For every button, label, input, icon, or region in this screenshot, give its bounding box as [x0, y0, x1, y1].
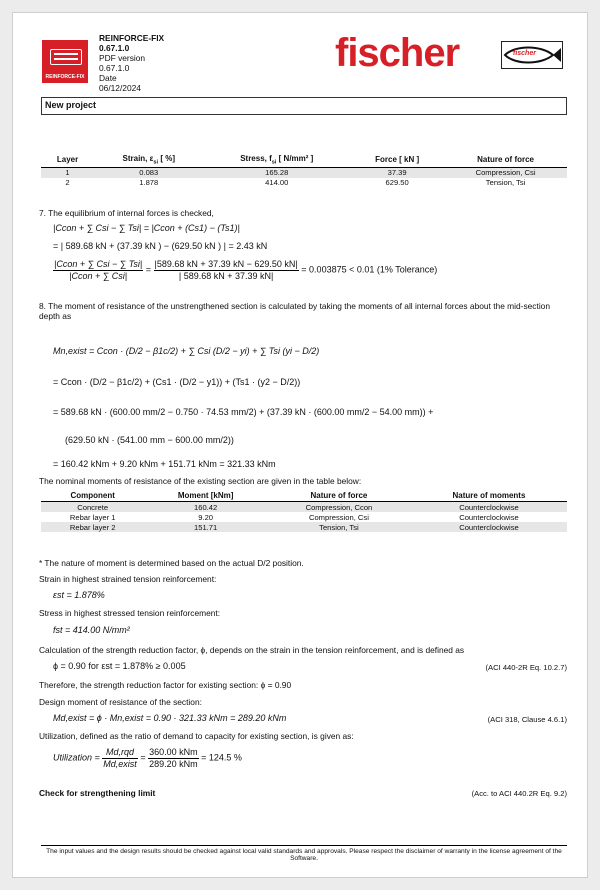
app-name: REINFORCE-FIX: [99, 33, 165, 43]
strain-value: εst = 1.878%: [53, 590, 105, 600]
util-den1: Md,exist: [103, 758, 137, 769]
col-moment: Moment [kNm]: [144, 490, 267, 502]
check-ref: (Acc. to ACI 440.2R Eq. 9.2): [471, 789, 567, 798]
table-row: [41, 512, 567, 522]
section8-eq4: (629.50 kN · (541.00 mm − 600.00 mm/2)): [65, 435, 234, 445]
fish-logo-text: fischer: [513, 50, 536, 57]
section8-eq1: Mn,exist = Ccon · (D/2 − β1c/2) + ∑ Csi (D/2 − yi) + ∑ Tsi (yi − D/2): [53, 346, 320, 356]
section7-intro: 7. The equilibrium of internal forces is checked,: [39, 208, 214, 218]
section8-eq5: = 160.42 kNm + 9.20 kNm + 151.71 kNm = 321.33 kNm: [53, 459, 276, 469]
rebar-icon: [50, 49, 82, 65]
section7-fraction: $\frac{\text{|Ccon + ∑ Csi − ∑ Tsi|}}{\text{|Ccon + ∑ Csi|}}$ = $\frac{|589.68 kN + 37.39 kN - 629.50 kN|}{| 589.68 kN + 37.39 kN|}$ = 0.003875 < 0.01 (1% Tolerance): [54, 259, 438, 281]
logo-label: REINFORCE-FIX: [45, 74, 85, 80]
cell: Concrete: [41, 502, 144, 513]
report-page: [12, 12, 588, 878]
phi-label: Calculation of the strength reduction factor, ϕ, depends on the strain in the tension reinforcement, and is defined as: [39, 645, 465, 655]
cell: 1: [41, 167, 94, 178]
cell: 151.71: [144, 522, 267, 532]
col-nature: Nature of force: [444, 153, 567, 167]
cell: Rebar layer 1: [69, 512, 116, 522]
section8-intro: 8. The moment of resistance of the unstrengthened section is calculated by taking the moments of all internal forces about the mid-section depth as: [39, 301, 551, 322]
table-row: [41, 178, 567, 188]
cell: 2: [65, 178, 70, 188]
cell: 1.878: [139, 178, 159, 188]
frac-lhs-den: |Ccon + ∑ Csi|: [69, 270, 128, 281]
design-ref: (ACI 318, Clause 4.6.1): [487, 715, 567, 724]
section7-line1: |Ccon + ∑ Csi − ∑ Tsi| = |Ccon + (Cs1) − (Ts1)|: [53, 223, 240, 233]
col-layer: Layer: [41, 153, 94, 167]
section8-eq2: = Ccon · (D/2 − β1c/2) + (Cs1 · (D/2 − y1)) + (Ts1 · (y2 − D/2)): [53, 377, 301, 387]
cell: Counterclockwise: [411, 522, 567, 532]
util-num1: Md,rqd: [102, 747, 138, 759]
moment-table: [41, 490, 567, 532]
table-row: [41, 502, 567, 513]
cell: Tension, Tsi: [267, 522, 411, 532]
design-eq: Md,exist = ϕ · Mn,exist = 0.90 · 321.33 kNm = 289.20 kNm: [53, 713, 287, 723]
col-force: Force [ kN ]: [350, 153, 444, 167]
moments-intro: The nominal moments of resistance of the existing section are given in the table below:: [39, 476, 362, 486]
phi-result: Therefore, the strength reduction factor for existing section: ϕ = 0.90: [39, 680, 292, 690]
cell: 0.083: [94, 167, 203, 178]
cell: Rebar layer 2: [41, 522, 144, 532]
pdf-label: PDF version: [99, 53, 146, 64]
stress-value: fst = 414.00 N/mm²: [53, 625, 130, 635]
cell: 165.28: [203, 167, 350, 178]
section7-result: = 0.003875 < 0.01 (1% Tolerance): [301, 264, 438, 275]
date-value: 06/12/2024: [99, 83, 141, 94]
section8-eq3: = 589.68 kN · (600.00 mm/2 − 0.750 · 74.53 mm/2) + (37.39 kN · (600.00 mm/2 − 54.00 mm)) +: [53, 407, 434, 417]
footer-disclaimer: The input values and the design results should be checked against local valid standards and approvals. Please respect the disclaimer of warranty in the license agreement of the Software.: [41, 845, 567, 862]
frac-lhs-num: |Ccon + ∑ Csi − ∑ Tsi|: [54, 259, 143, 269]
cell: Compression, Ccon: [267, 502, 411, 513]
fish-logo-icon: [501, 41, 563, 69]
cell: Compression, Csi: [444, 167, 567, 178]
col-nature-force: Nature of force: [267, 490, 411, 502]
section7-line2: = | 589.68 kN + (37.39 kN ) − (629.50 kN ) | = 2.43 kN: [53, 241, 268, 251]
cell: Counterclockwise: [411, 502, 567, 513]
fischer-brand: fischer: [335, 31, 460, 75]
cell: Counterclockwise: [459, 512, 519, 522]
cell: Compression, Csi: [308, 512, 369, 522]
table-row: [41, 522, 567, 532]
check-title: Check for strengthening limit: [39, 788, 156, 798]
frac-rhs-num: |589.68 kN + 37.39 kN − 629.50 kN|: [154, 259, 298, 269]
app-version: 0.67.1.0: [99, 43, 130, 54]
col-stress: Stress, $f_{si}$ [ N/mm² ]: [203, 153, 350, 167]
stress-label: Stress in highest stressed tension reinforcement:: [39, 608, 221, 618]
header-info: [99, 33, 164, 93]
util-result: = 124.5 %: [201, 752, 242, 763]
util-lhs: Utilization =: [53, 752, 100, 763]
layer-table: [41, 153, 567, 188]
project-title: New project: [41, 97, 567, 115]
col-nature-moments: Nature of moments: [411, 490, 567, 502]
phi-ref: (ACI 440-2R Eq. 10.2.7): [485, 663, 567, 672]
util-den2: 289.20 kNm: [149, 758, 198, 769]
col-strain: Strain, $\varepsilon_{si}$ [ %]: [94, 153, 203, 167]
pdf-version: 0.67.1.0: [99, 63, 130, 74]
util-label: Utilization, defined as the ratio of demand to capacity for existing section, is given as:: [39, 731, 354, 741]
cell: 9.20: [198, 512, 214, 522]
util-eq: Utilization = $\frac{\text{Md,rqd}}{\text{Md,exist}}$ = $\frac{\text{360.00 kNm}}{\text{289.20 kNm}}$ = 124.5 %: [53, 747, 242, 769]
phi-eq: ϕ = 0.90 for εst = 1.878% ≥ 0.005: [53, 661, 186, 671]
moment-table-header: [41, 490, 567, 502]
table-row: [41, 167, 567, 178]
moment-note: * The nature of moment is determined based on the actual D/2 position.: [39, 558, 304, 568]
col-component: Component: [41, 490, 144, 502]
cell: Tension, Tsi: [485, 178, 526, 188]
frac-rhs-den: | 589.68 kN + 37.39 kN|: [178, 270, 274, 281]
design-label: Design moment of resistance of the section:: [39, 697, 202, 707]
cell: 37.39: [350, 167, 444, 178]
cell: 629.50: [385, 178, 409, 188]
strain-label: Strain in highest strained tension reinforcement:: [39, 574, 217, 584]
util-num2: 360.00 kNm: [149, 747, 198, 757]
cell: 160.42: [144, 502, 267, 513]
date-label: Date: [99, 73, 117, 84]
layer-table-header: [41, 153, 567, 167]
cell: 414.00: [265, 178, 289, 188]
reinforce-fix-logo: [42, 40, 88, 83]
